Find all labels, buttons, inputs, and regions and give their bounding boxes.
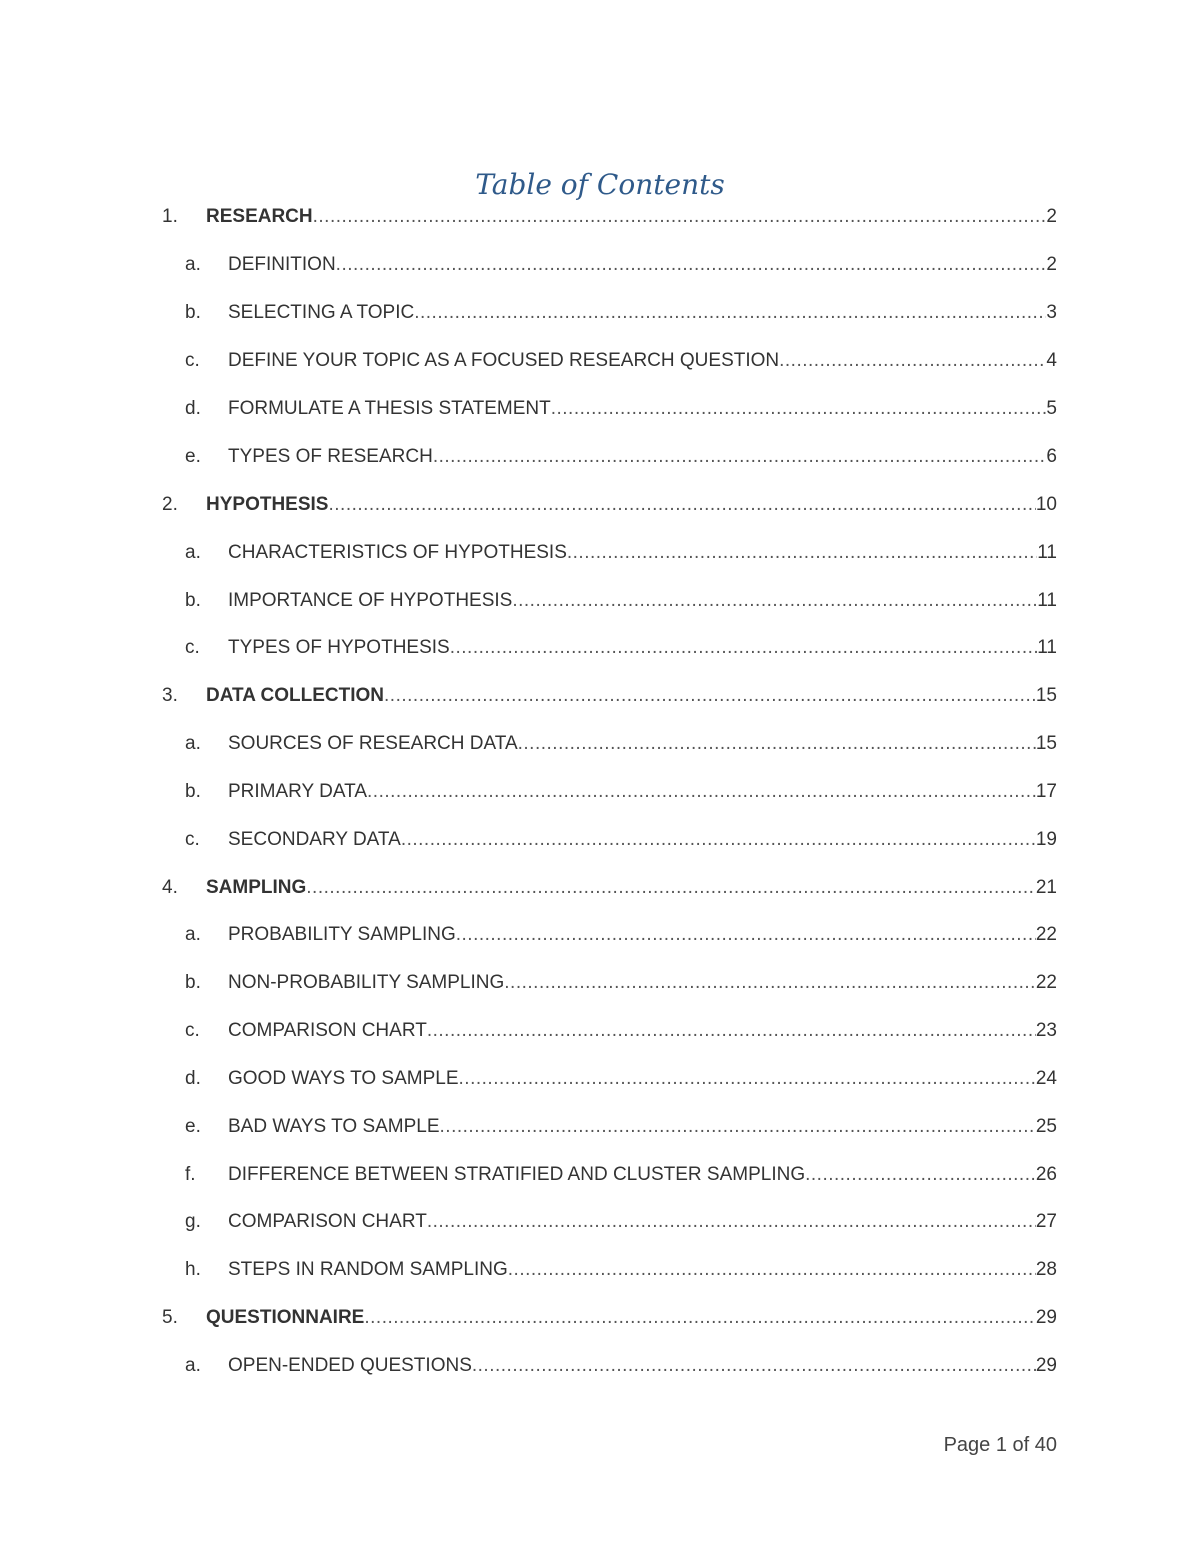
toc-entry-number: 3. xyxy=(162,685,178,706)
toc-entry-label: DEFINITION xyxy=(228,254,336,275)
toc-dot-leader xyxy=(433,439,1047,475)
toc-entry-number: a. xyxy=(185,254,201,275)
toc-entry-number: g. xyxy=(185,1211,201,1232)
page-number-footer: Page 1 of 40 xyxy=(943,1434,1057,1456)
toc-entry-page: 29 xyxy=(1035,1307,1057,1328)
toc-entry-questionnaire[interactable] xyxy=(0,1300,1200,1336)
toc-entry-label: COMPARISON CHART xyxy=(228,1020,427,1041)
toc-entry-bad-ways-to-sample[interactable] xyxy=(0,1109,1200,1145)
toc-dot-leader xyxy=(779,343,1046,379)
toc-entry-number: d. xyxy=(185,1068,201,1089)
toc-entry-label: QUESTIONNAIRE xyxy=(206,1307,365,1328)
toc-entry-page: 4 xyxy=(1046,350,1057,371)
toc-dot-leader xyxy=(440,1109,1036,1145)
toc-entry-sampling[interactable] xyxy=(0,870,1200,906)
toc-entry-number: b. xyxy=(185,781,201,802)
toc-entry-page: 25 xyxy=(1035,1116,1057,1137)
toc-entry-label: GOOD WAYS TO SAMPLE xyxy=(228,1068,459,1089)
toc-entry-research[interactable] xyxy=(0,199,1200,235)
toc-entry-label: NON-PROBABILITY SAMPLING xyxy=(228,972,505,993)
toc-dot-leader xyxy=(427,1013,1036,1049)
toc-dot-leader xyxy=(450,630,1038,666)
toc-entry-page: 2 xyxy=(1046,206,1057,227)
toc-entry-number: c. xyxy=(185,1020,200,1041)
toc-entry-page: 6 xyxy=(1046,446,1057,467)
toc-entry-good-ways-to-sample[interactable] xyxy=(0,1061,1200,1097)
toc-entry-number: 4. xyxy=(162,877,178,898)
toc-dot-leader xyxy=(401,822,1036,858)
toc-entry-label: SECONDARY DATA xyxy=(228,829,401,850)
toc-dot-leader xyxy=(518,726,1036,762)
toc-entry-label: RESEARCH xyxy=(206,206,313,227)
toc-dot-leader xyxy=(384,678,1036,714)
toc-entry-define-your-topic[interactable] xyxy=(0,343,1200,379)
toc-entry-page: 11 xyxy=(1037,542,1057,563)
toc-entry-number: f. xyxy=(185,1164,196,1185)
toc-entry-label: TYPES OF RESEARCH xyxy=(228,446,433,467)
toc-entry-label: HYPOTHESIS xyxy=(206,494,329,515)
toc-entry-page: 5 xyxy=(1046,398,1057,419)
toc-entry-label: SELECTING A TOPIC xyxy=(228,302,415,323)
toc-entry-importance-of-hypothesis[interactable] xyxy=(0,583,1200,619)
toc-entry-number: e. xyxy=(185,446,201,467)
toc-entry-page: 11 xyxy=(1037,590,1057,611)
toc-dot-leader xyxy=(336,247,1047,283)
toc-entry-characteristics-of-hypothesis[interactable] xyxy=(0,535,1200,571)
toc-entry-label: TYPES OF HYPOTHESIS xyxy=(228,637,450,658)
toc-entry-page: 10 xyxy=(1035,494,1057,515)
toc-entry-number: 2. xyxy=(162,494,178,515)
toc-dot-leader xyxy=(551,391,1047,427)
toc-entry-page: 19 xyxy=(1035,829,1057,850)
toc-entry-page: 22 xyxy=(1035,924,1057,945)
toc-entry-label: PRIMARY DATA xyxy=(228,781,368,802)
toc-entry-page: 11 xyxy=(1037,637,1057,658)
toc-dot-leader xyxy=(306,870,1036,906)
toc-entry-types-of-hypothesis[interactable] xyxy=(0,630,1200,666)
toc-entry-probability-sampling[interactable] xyxy=(0,917,1200,953)
toc-dot-leader xyxy=(472,1348,1036,1384)
toc-entry-number: d. xyxy=(185,398,201,419)
toc-entry-number: 1. xyxy=(162,206,178,227)
toc-entry-number: a. xyxy=(185,1355,201,1376)
toc-entry-number: b. xyxy=(185,972,201,993)
toc-entry-label: SOURCES OF RESEARCH DATA xyxy=(228,733,518,754)
toc-entry-number: e. xyxy=(185,1116,201,1137)
toc-entry-label: BAD WAYS TO SAMPLE xyxy=(228,1116,440,1137)
toc-entry-open-ended-questions[interactable] xyxy=(0,1348,1200,1384)
toc-entry-hypothesis[interactable] xyxy=(0,487,1200,523)
toc-entry-label: STEPS IN RANDOM SAMPLING xyxy=(228,1259,508,1280)
toc-dot-leader xyxy=(313,199,1047,235)
toc-entry-number: a. xyxy=(185,924,201,945)
toc-entry-number: a. xyxy=(185,542,201,563)
toc-entry-label: COMPARISON CHART xyxy=(228,1211,427,1232)
toc-entry-comparison-chart-1[interactable] xyxy=(0,1013,1200,1049)
toc-entry-formulate-thesis[interactable] xyxy=(0,391,1200,427)
toc-entry-number: c. xyxy=(185,350,200,371)
toc-entry-number: b. xyxy=(185,590,201,611)
toc-entry-selecting-a-topic[interactable] xyxy=(0,295,1200,331)
toc-entry-page: 15 xyxy=(1035,685,1057,706)
toc-entry-number: c. xyxy=(185,829,200,850)
toc-entry-page: 26 xyxy=(1035,1164,1057,1185)
toc-entry-page: 29 xyxy=(1035,1355,1057,1376)
toc-entry-number: b. xyxy=(185,302,201,323)
toc-entry-types-of-research[interactable] xyxy=(0,439,1200,475)
toc-entry-label: DATA COLLECTION xyxy=(206,685,385,706)
toc-dot-leader xyxy=(414,295,1046,331)
toc-entry-primary-data[interactable] xyxy=(0,774,1200,810)
toc-entry-page: 28 xyxy=(1035,1259,1057,1280)
toc-title: Table of Contents xyxy=(475,168,725,201)
toc-entry-page: 21 xyxy=(1035,877,1057,898)
toc-entry-label: DEFINE YOUR TOPIC AS A FOCUSED RESEARCH QUESTION xyxy=(228,350,780,371)
toc-dot-leader xyxy=(427,1204,1036,1240)
toc-entry-page: 2 xyxy=(1046,254,1057,275)
toc-entry-label: SAMPLING xyxy=(206,877,307,898)
toc-dot-leader xyxy=(328,487,1035,523)
toc-entry-number: 5. xyxy=(162,1307,178,1328)
toc-dot-leader xyxy=(364,1300,1036,1336)
toc-entry-comparison-chart-2[interactable] xyxy=(0,1204,1200,1240)
toc-entry-page: 24 xyxy=(1035,1068,1057,1089)
toc-entry-stratified-vs-cluster[interactable] xyxy=(0,1157,1200,1193)
toc-entry-page: 17 xyxy=(1035,781,1057,802)
toc-entry-label: IMPORTANCE OF HYPOTHESIS xyxy=(228,590,513,611)
toc-dot-leader xyxy=(456,917,1036,953)
toc-entry-sources-of-research-data[interactable] xyxy=(0,726,1200,762)
toc-entry-label: CHARACTERISTICS OF HYPOTHESIS xyxy=(228,542,567,563)
toc-entry-secondary-data[interactable] xyxy=(0,822,1200,858)
toc-entry-label: DIFFERENCE BETWEEN STRATIFIED AND CLUSTER SAMPLING xyxy=(228,1164,806,1185)
toc-entry-page: 27 xyxy=(1035,1211,1057,1232)
toc-entry-definition[interactable] xyxy=(0,247,1200,283)
toc-dot-leader xyxy=(459,1061,1036,1097)
toc-dot-leader xyxy=(512,583,1037,619)
toc-entry-label: PROBABILITY SAMPLING xyxy=(228,924,456,945)
toc-entry-number: a. xyxy=(185,733,201,754)
toc-entry-label: OPEN-ENDED QUESTIONS xyxy=(228,1355,472,1376)
toc-entry-page: 22 xyxy=(1035,972,1057,993)
toc-dot-leader xyxy=(367,774,1036,810)
toc-dot-leader xyxy=(567,535,1037,571)
toc-entry-page: 3 xyxy=(1046,302,1057,323)
toc-entry-number: c. xyxy=(185,637,200,658)
toc-entry-page: 23 xyxy=(1035,1020,1057,1041)
toc-entry-label: FORMULATE A THESIS STATEMENT xyxy=(228,398,551,419)
toc-entry-number: h. xyxy=(185,1259,201,1280)
toc-dot-leader xyxy=(508,1252,1036,1288)
toc-dot-leader xyxy=(805,1157,1036,1193)
toc-dot-leader xyxy=(504,965,1036,1001)
toc-entry-steps-in-random-sampling[interactable] xyxy=(0,1252,1200,1288)
toc-entry-page: 15 xyxy=(1035,733,1057,754)
toc-entry-non-probability-sampling[interactable] xyxy=(0,965,1200,1001)
toc-entry-data-collection[interactable] xyxy=(0,678,1200,714)
